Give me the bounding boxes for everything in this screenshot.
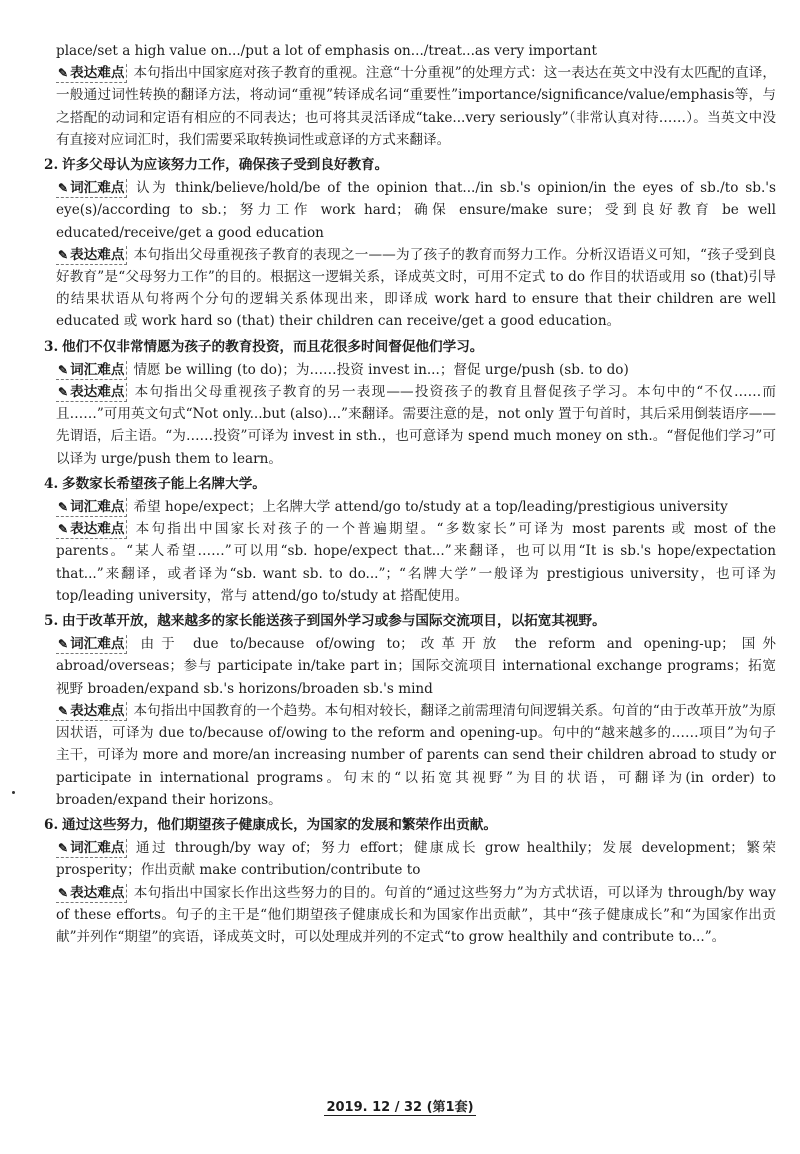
pen-icon: ✎: [58, 637, 69, 652]
vocab-note: ✎ 词汇难点 情愿 be willing (to do)；为……投资 invest in...；督促 urge/push (sb. to do): [58, 361, 629, 378]
question: 5. 由于改革开放，越来越多的家长能送孩子到国外学习或参与国际交流项目，以拓宽其视野。: [44, 613, 606, 630]
item-2: [44, 154, 776, 333]
pen-icon: ✎: [58, 885, 69, 900]
pen-icon: ✎: [58, 362, 69, 377]
pen-icon: ✎: [58, 181, 69, 196]
vocab-tag: ✎ 词汇难点: [56, 839, 127, 858]
vocab-tag: ✎ 词汇难点: [56, 179, 127, 198]
expression-tag: ✎ 表达难点: [56, 64, 127, 83]
expression-tag: ✎ 表达难点: [56, 884, 127, 903]
item-3: [44, 336, 776, 470]
page-footer: [0, 1096, 800, 1115]
expression-tag: ✎ 表达难点: [56, 246, 127, 265]
pen-icon: ✎: [58, 522, 69, 537]
vocab-note: ✎ 词汇难点 由于 due to/because of/owing to；改革开放 the reform and opening-up；国外 abroad/overseas；参与 participate in/take part in；国际交流项目 international exchange programs；拓宽视野 broaden/expand sb.'s horizons/broaden sb.'s mind: [56, 636, 776, 697]
vocab-note: ✎ 词汇难点 希望 hope/expect；上名牌大学 attend/go to/study at a top/leading/prestigious university: [58, 499, 728, 516]
expression-note: ✎ 表达难点 本句指出中国家长作出这些努力的目的。句首的“通过这些努力”为方式状语，可以译为 through/by way of these efforts。句子的主干是“他们期望孩子健康成长和为国家作出贡献”，其中“孩子健康成长”和“为国家作出贡献”并列作“期望”的宾语，译成英文时，可以处理成并列的不定式“to grow healthily and contribute to...”。: [56, 884, 776, 945]
expression-tag: ✎ 表达难点: [56, 520, 127, 539]
expression-tag: ✎ 表达难点: [56, 383, 127, 402]
vocab-tag: ✎ 词汇难点: [56, 498, 127, 517]
expression-note: ✎ 表达难点 本句指出中国家长对孩子的一个普遍期望。“多数家长”可译为 most parents 或 most of the parents。“某人希望……”可以用“sb. hope/expect that...”来翻译，也可以用“It is sb.'s hope/expectation that...”来翻译，或者译为“sb. want sb. to do...”；“名牌大学”一般译为 prestigious university，也可译为 top/leading university，常与 attend/go to/study at 搭配使用。: [56, 521, 776, 604]
scan-speck: [12, 791, 15, 794]
vocab-note: ✎ 词汇难点 认为 think/believe/hold/be of the opinion that.../in sb.'s opinion/in the eyes of sb./to sb.'s eye(s)/according to sb.；努力工作 work hard；确保 ensure/make sure；受到良好教育 be well educated/receive/get a good education: [56, 180, 776, 241]
intro-expression-note: ✎ 表达难点 本句指出中国家庭对孩子教育的重视。注意“十分重视”的处理方式：这一表达在英文中没有太匹配的直译，一般通过词性转换的翻译方法，将动词“重视”转译成名词“重要性”importance/significance/value/emphasis等，与之搭配的动词和定语有相应的不同表达；也可将其灵活译成“take...very seriously”（非常认真对待……）。当英文中没有直接对应词汇时，我们需要采取转换词性或意译的方式来翻译。: [56, 65, 776, 148]
top-line: place/set a high value on.../put a lot of emphasis on.../treat...as very important: [56, 43, 597, 59]
question: 2. 许多父母认为应该努力工作，确保孩子受到良好教育。: [44, 157, 389, 174]
expression-tag: ✎ 表达难点: [56, 702, 127, 721]
item-6: [44, 814, 776, 948]
expression-note: ✎ 表达难点 本句指出父母重视孩子教育的另一表现——投资孩子的教育且督促孩子学习。本句中的“不仅……而且……”可用英文句式“Not only...but (also)...”来翻译。需要注意的是，not only 置于句首时，其后采用倒装语序——先谓语，后主语。“为……投资”可译为 invest in sth.，也可意译为 spend much money on sth.。“督促他们学习”可以译为 urge/push them to learn。: [56, 384, 776, 467]
item-4: [44, 473, 776, 607]
expression-note: ✎ 表达难点 本句指出中国教育的一个趋势。本句相对较长，翻译之前需理清句间逻辑关系。句首的“由于改革开放”为原因状语，可译为 due to/because of/owing to the reform and opening-up。句中的“越来越多的……项目”为句子主干，可译为 more and more/an increasing number of parents can send their children abroad to study or participate in international programs。句末的“以拓宽其视野”为目的状语，可翻译为(in order) to broaden/expand their horizons。: [56, 702, 776, 808]
pen-icon: ✎: [58, 247, 69, 262]
issue-number: 2019. 12 / 32 (第1套): [326, 1100, 474, 1115]
pen-icon: ✎: [58, 66, 69, 81]
vocab-tag: ✎ 词汇难点: [56, 635, 127, 654]
expression-note: ✎ 表达难点 本句指出父母重视孩子教育的表现之一——为了孩子的教育而努力工作。分析汉语语义可知，“孩子受到良好教育”是“父母努力工作”的目的。根据这一逻辑关系，译成英文时，可用不定式 to do 作目的状语或用 so (that)引导的结果状语从句将两个分句的逻辑关系体现出来，即译成 work hard to ensure that their children are well educated 或 work hard so (that) their children can receive/get a good education。: [56, 246, 776, 330]
question: 6. 通过这些努力，他们期望孩子健康成长，为国家的发展和繁荣作出贡献。: [44, 816, 497, 833]
item-5: [44, 610, 776, 811]
pen-icon: ✎: [58, 703, 69, 718]
question: 3. 他们不仅非常情愿为孩子的教育投资，而且花很多时间督促他们学习。: [44, 338, 484, 355]
question: 4. 多数家长希望孩子能上名牌大学。: [44, 475, 266, 492]
vocab-note: ✎ 词汇难点 通过 through/by way of；努力 effort；健康成长 grow healthily；发展 development；繁荣 prosperity；作出贡献 make contribution/contribute to: [56, 840, 776, 879]
content-body: [44, 40, 776, 948]
pen-icon: ✎: [58, 500, 69, 515]
pen-icon: ✎: [58, 385, 69, 400]
vocab-tag: ✎ 词汇难点: [56, 361, 127, 380]
pen-icon: ✎: [58, 841, 69, 856]
